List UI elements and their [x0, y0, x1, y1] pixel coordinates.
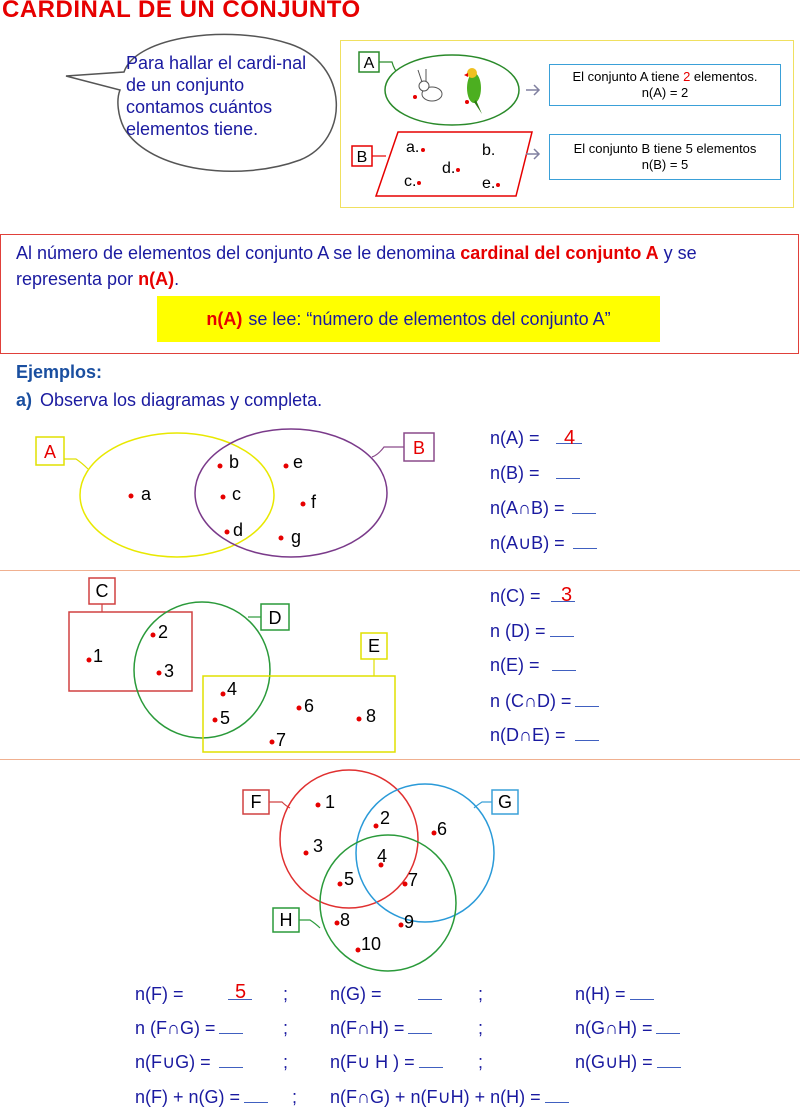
question-nD: n (D) = — [490, 621, 574, 642]
instruction: a) Observa los diagramas y completa. — [16, 390, 323, 410]
svg-text:2: 2 — [380, 808, 391, 828]
svg-text:6: 6 — [304, 696, 315, 716]
svg-text:A: A — [43, 442, 57, 462]
svg-text:B: B — [356, 149, 368, 166]
definition-text: Al número de elementos del conjunto A se le denomina cardinal del conjunto A y se representa por n(A). — [16, 243, 697, 289]
set-b-element: d. — [442, 160, 456, 177]
separator: ; — [478, 1052, 484, 1072]
separator: ; — [478, 984, 484, 1004]
svg-text:5: 5 — [220, 708, 231, 728]
question-nCintD: n (C∩D) = — [490, 691, 599, 712]
svg-text:1: 1 — [93, 646, 104, 666]
svg-text:10: 10 — [361, 934, 382, 954]
question-nGintH: n(G∩H) = — [575, 1018, 680, 1039]
svg-text:8: 8 — [366, 706, 377, 726]
svg-text:f: f — [311, 492, 317, 512]
question-nF: n(F) = — [135, 984, 252, 1005]
svg-text:H: H — [279, 910, 293, 930]
diagram-3 — [230, 762, 550, 972]
set-a-ellipse — [80, 433, 274, 557]
set-b-element: a. — [406, 139, 420, 156]
question-nA: n(A) = — [490, 428, 582, 449]
divider — [0, 759, 800, 760]
svg-text:9: 9 — [404, 912, 415, 932]
divider — [0, 570, 800, 571]
question-nC: n(C) = — [490, 586, 575, 607]
svg-text:4: 4 — [227, 679, 238, 699]
question-nFunionH: n(F∪ H ) = — [330, 1052, 443, 1073]
question-nFunionG: n(F∪G) = — [135, 1052, 243, 1073]
definition-highlight: n(A) se lee: “número de elementos del conjunto A” — [157, 296, 660, 342]
svg-text:6: 6 — [437, 819, 448, 839]
svg-text:7: 7 — [408, 870, 419, 890]
set-b-element: c. — [404, 173, 417, 190]
question-nH: n(H) = — [575, 984, 654, 1005]
separator: ; — [283, 1052, 289, 1072]
svg-text:7: 7 — [276, 730, 287, 750]
svg-text:C: C — [95, 581, 109, 601]
separator: ; — [478, 1018, 484, 1038]
svg-text:3: 3 — [313, 836, 324, 856]
svg-text:B: B — [412, 438, 426, 458]
svg-text:E: E — [367, 636, 381, 656]
question-sum-expression: n(F∩G) + n(F∪H) + n(H) = — [330, 1087, 569, 1108]
svg-text:4: 4 — [377, 846, 388, 866]
svg-text:3: 3 — [164, 661, 175, 681]
svg-text:b: b — [229, 452, 240, 472]
diagram-1 — [0, 425, 480, 565]
question-nFintH: n(F∩H) = — [330, 1018, 432, 1039]
separator: ; — [283, 1018, 289, 1038]
svg-text:2: 2 — [158, 622, 169, 642]
answer-nF: 5 — [235, 981, 247, 1003]
set-d-circle — [134, 602, 270, 738]
info-set-b: El conjunto B tiene 5 elementos n(B) = 5 — [549, 134, 781, 180]
diagram-2 — [0, 572, 480, 758]
separator: ; — [283, 984, 289, 1004]
svg-text:c: c — [232, 484, 241, 504]
set-h-circle — [320, 835, 456, 971]
question-nF-plus-nG: n(F) + n(G) = — [135, 1087, 268, 1108]
question-nG: n(G) = — [330, 984, 442, 1005]
question-nGunionH: n(G∪H) = — [575, 1052, 681, 1073]
separator: ; — [292, 1087, 298, 1107]
svg-text:G: G — [497, 792, 513, 812]
svg-text:A: A — [363, 55, 375, 72]
page-title: CARDINAL DE UN CONJUNTO — [2, 0, 361, 23]
question-nFintG: n (F∩G) = — [135, 1018, 243, 1039]
question-nB: n(B) = — [490, 463, 580, 484]
examples-heading: Ejemplos: — [16, 362, 103, 382]
question-nAunionB: n(A∪B) = — [490, 533, 597, 554]
answer-nA: 4 — [564, 427, 576, 449]
svg-text:e: e — [293, 452, 304, 472]
info-set-a: El conjunto A tiene 2 elementos. n(A) = 2 — [549, 64, 781, 106]
question-nE: n(E) = — [490, 655, 576, 676]
svg-text:F: F — [250, 792, 262, 812]
svg-text:1: 1 — [325, 792, 336, 812]
svg-text:g: g — [291, 527, 302, 547]
bubble-text: Para hallar el cardi-nal de un conjunto contamos cuántos elementos tiene. — [126, 53, 307, 139]
set-b-element: e. — [482, 175, 496, 192]
svg-text:5: 5 — [344, 869, 355, 889]
svg-text:D: D — [268, 608, 282, 628]
question-nAintB: n(A∩B) = — [490, 498, 596, 519]
question-nDintE: n(D∩E) = — [490, 725, 599, 746]
set-a-ellipse — [385, 55, 519, 125]
answer-nC: 3 — [561, 584, 573, 606]
svg-text:d: d — [233, 520, 244, 540]
set-b-element: b. — [482, 142, 496, 159]
svg-text:8: 8 — [340, 910, 351, 930]
svg-text:a: a — [141, 484, 152, 504]
